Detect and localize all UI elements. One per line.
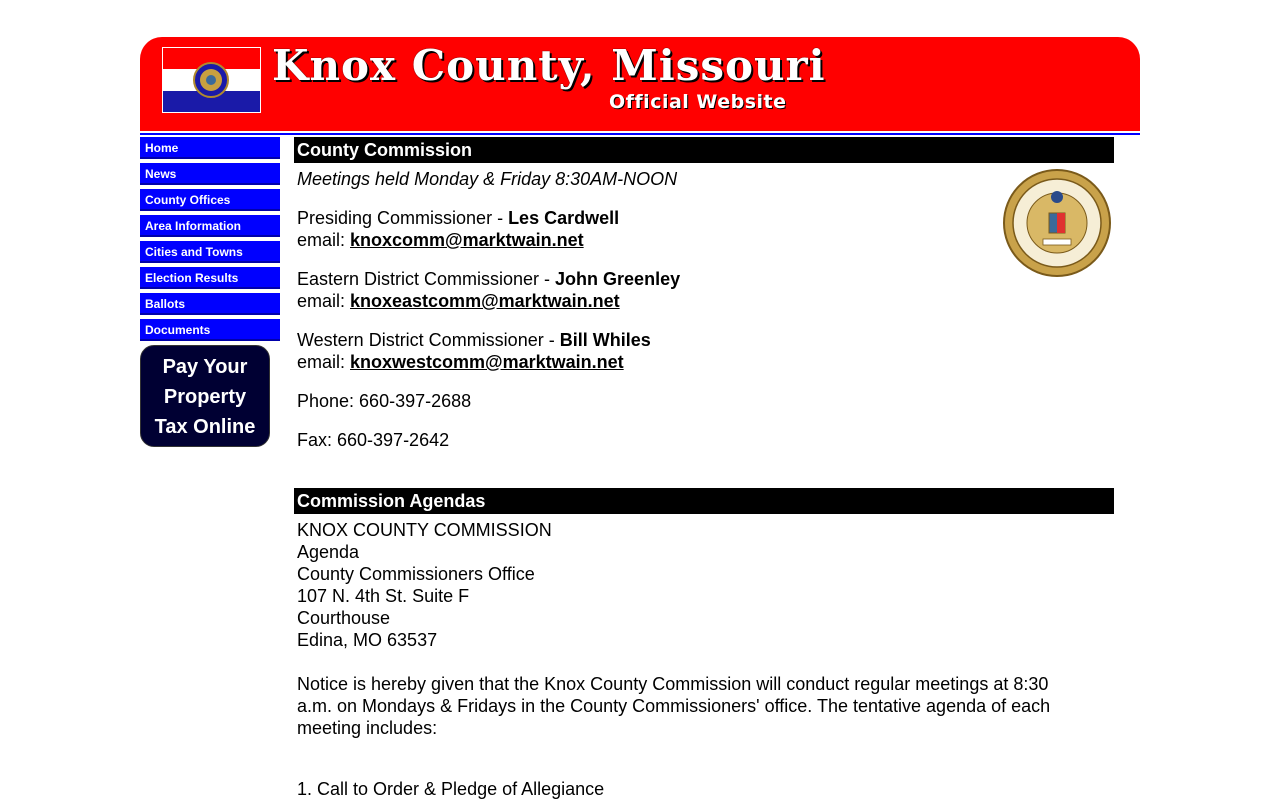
nav-item-documents[interactable]: Documents (140, 319, 280, 341)
pay-property-tax-button[interactable] (140, 345, 270, 447)
agenda-address-line: Courthouse (297, 608, 391, 628)
agenda-address-line: Agenda (297, 542, 360, 562)
presiding-commissioner (297, 207, 1114, 229)
agenda-address-line: Edina, MO 63537 (297, 630, 438, 650)
nav-item-cities-and-towns[interactable]: Cities and Towns (140, 241, 280, 263)
eastern-role: Eastern District Commissioner - (297, 269, 556, 289)
eastern-commissioner (297, 268, 1114, 290)
meeting-schedule: Meetings held Monday & Friday 8:30AM-NOON (297, 169, 678, 189)
banner-divider (140, 129, 1140, 135)
agenda-address-line: 107 N. 4th St. Suite F (297, 586, 470, 606)
agenda-content (294, 519, 1114, 800)
western-name: Bill Whiles (559, 330, 651, 350)
site-banner (140, 37, 1140, 129)
pay-tax-line-1: Pay Your (162, 356, 248, 378)
western-email-link[interactable]: knoxwestcomm@marktwain.net (350, 352, 624, 372)
presiding-email-row (297, 229, 1114, 251)
presiding-name: Les Cardwell (508, 208, 620, 228)
nav-item-home[interactable]: Home (140, 137, 280, 159)
commission-heading: County Commission (294, 137, 1114, 163)
eastern-name: John Greenley (555, 269, 681, 289)
eastern-email-row (297, 290, 1114, 312)
western-role: Western District Commissioner - (297, 330, 560, 350)
main-content (294, 137, 1114, 800)
pay-tax-line-2: Property (163, 386, 247, 408)
western-commissioner (297, 329, 1114, 351)
presiding-email-label: email: (297, 230, 351, 250)
commission-info (294, 168, 1114, 451)
nav-item-ballots[interactable]: Ballots (140, 293, 280, 315)
phone-number: Phone: 660-397-2688 (297, 391, 472, 411)
presiding-role: Presiding Commissioner - (297, 208, 509, 228)
site-subtitle: Official Website (609, 91, 787, 113)
site-title: Knox County, Missouri (272, 41, 826, 90)
eastern-email-label: email: (297, 291, 351, 311)
missouri-state-seal-icon (1003, 169, 1111, 277)
missouri-flag-icon (162, 47, 261, 113)
nav-item-news[interactable]: News (140, 163, 280, 185)
agenda-address-line: County Commissioners Office (297, 564, 535, 584)
sidebar-nav (140, 137, 280, 345)
agenda-item-1: 1. Call to Order & Pledge of Allegiance (297, 779, 605, 799)
fax-number: Fax: 660-397-2642 (297, 430, 450, 450)
western-email-label: email: (297, 352, 351, 372)
agenda-address-line: KNOX COUNTY COMMISSION (297, 520, 552, 540)
nav-item-area-information[interactable]: Area Information (140, 215, 280, 237)
pay-tax-line-3: Tax Online (154, 416, 256, 438)
nav-item-election-results[interactable]: Election Results (140, 267, 280, 289)
agendas-heading: Commission Agendas (294, 488, 1114, 514)
agenda-notice: Notice is hereby given that the Knox County Commission will conduct regular meetings at 8:30 a.m. on Mondays & Fridays in the County Commissioners' office. The tentative agenda of each meeting includes: (297, 674, 1051, 738)
nav-item-county-offices[interactable]: County Offices (140, 189, 280, 211)
eastern-email-link[interactable]: knoxeastcomm@marktwain.net (350, 291, 620, 311)
presiding-email-link[interactable]: knoxcomm@marktwain.net (350, 230, 584, 250)
western-email-row (297, 351, 1114, 373)
